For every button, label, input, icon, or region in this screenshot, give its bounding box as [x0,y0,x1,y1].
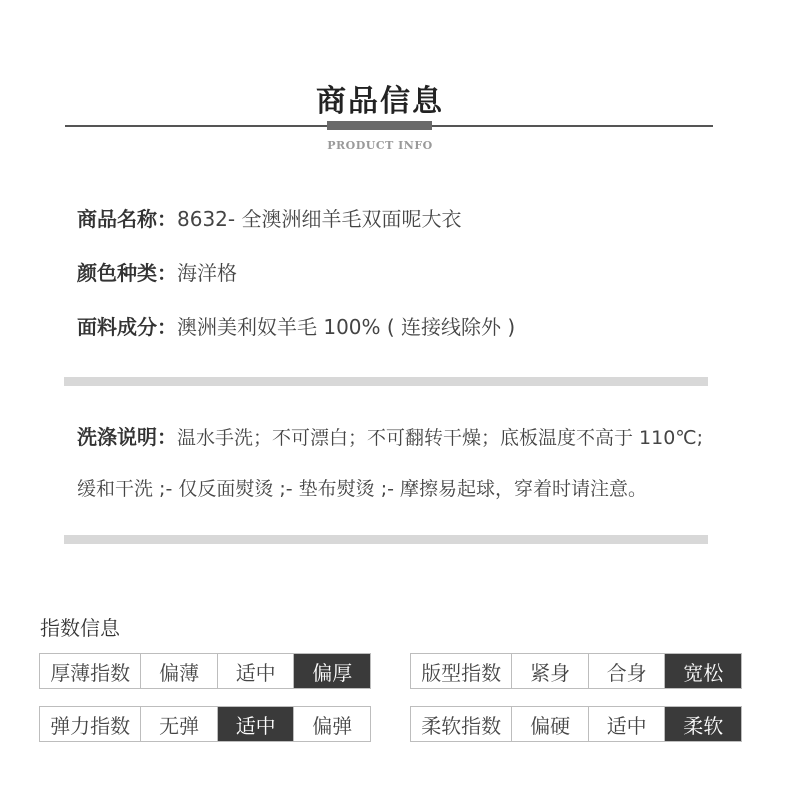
section-divider-bar [64,377,708,386]
title-accent-bar [327,121,432,130]
product-name-value: 8632- 全澳洲细羊毛双面呢大衣 [177,207,462,231]
thickness-index-table [39,653,371,689]
fit-index-table [410,653,742,689]
thickness-option-thin: 偏薄 [140,654,217,688]
thickness-option-thick: 偏厚 [293,654,370,688]
softness-index-label: 柔软指数 [421,713,502,738]
elasticity-option-medium: 适中 [217,707,294,741]
color-value: 海洋格 [177,261,237,285]
thickness-option-medium: 适中 [217,654,294,688]
softness-index-table [410,706,742,742]
fit-option-loose: 宽松 [664,654,741,688]
elasticity-index-label: 弹力指数 [50,713,131,738]
elasticity-option-none: 无弹 [140,707,217,741]
section-subtitle: PRODUCT INFO [327,139,433,152]
washing-line-2: 缓和干洗 ;- 仅反面熨烫 ;- 垫布熨烫 ;- 摩擦易起球，穿着时请注意。 [77,478,648,500]
color-row [77,257,237,286]
softness-option-medium: 适中 [588,707,665,741]
fabric-value: 澳洲美利奴羊毛 100% ( 连接线除外 ) [177,315,516,339]
fit-option-regular: 合身 [588,654,665,688]
section-title: 商品信息 [316,84,444,119]
washing-label: 洗涤说明： [77,425,177,449]
product-name-label: 商品名称： [77,207,177,231]
washing-line-1 [77,421,703,450]
fit-index-label: 版型指数 [421,660,502,685]
softness-option-soft: 柔软 [664,707,741,741]
elasticity-option-stretchy: 偏弹 [293,707,370,741]
elasticity-index-table [39,706,371,742]
fabric-label: 面料成分： [77,315,177,339]
section-divider-bar [64,535,708,544]
softness-option-firm: 偏硬 [511,707,588,741]
washing-text-1: 温水手洗；不可漂白；不可翻转干燥；底板温度不高于 110℃; [177,427,704,449]
fit-option-slim: 紧身 [511,654,588,688]
index-title: 指数信息 [40,616,120,640]
product-name-row [77,203,461,232]
color-label: 颜色种类： [77,261,177,285]
fabric-row [77,311,515,340]
thickness-index-label: 厚薄指数 [50,660,131,685]
